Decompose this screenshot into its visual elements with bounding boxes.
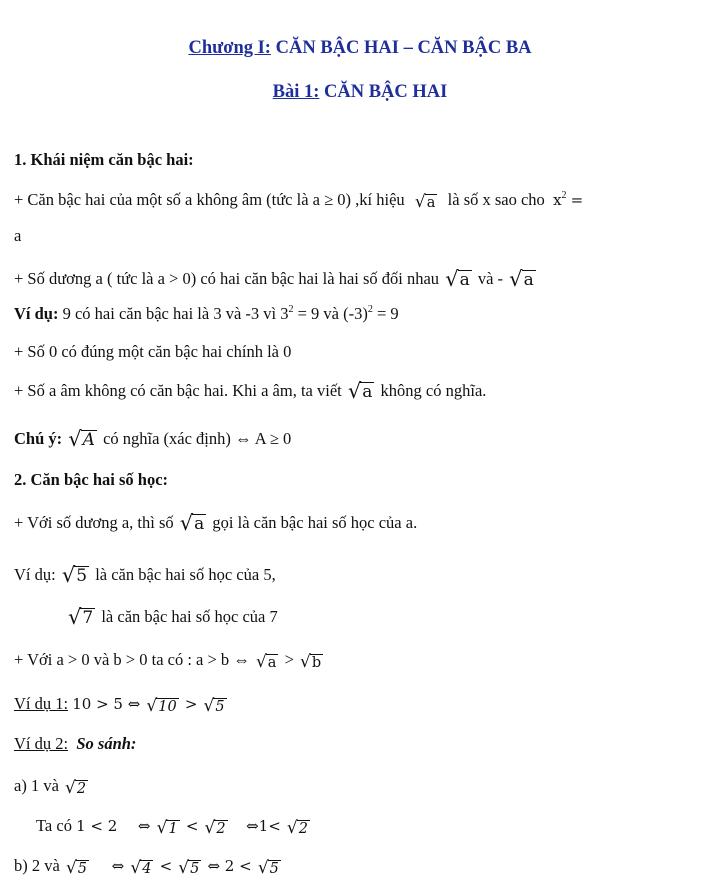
sqrt-5: √ 5: [61, 563, 88, 587]
zero-line: + Số 0 có đúng một căn bậc hai chính là 0: [14, 342, 292, 361]
section2-heading: 2. Căn bậc hai số học:: [14, 470, 169, 489]
sqrt-a: √ a: [414, 192, 436, 212]
sqrt-4: √ 4: [130, 858, 152, 878]
note-line: Chú ý: √ A có nghĩa (xác định) ⇔ A ≥ 0: [14, 427, 292, 451]
negative-line: + Số a âm không có căn bậc hai. Khi a âm, ta viết √ a không có nghĩa.: [14, 379, 487, 403]
sqrt-b: √ b: [300, 652, 322, 672]
arith-root-line: + Với số dương a, thì số √ a gọi là căn bậc hai số học của a.: [14, 511, 418, 535]
chapter-title: Chương I: CĂN BẬC HAI – CĂN BẬC BA: [188, 38, 532, 58]
sqrt-a: √ a: [347, 379, 373, 403]
positive-line: + Số dương a ( tức là a > 0) có hai căn bậc hai là hai số đối nhau √ a và - √ a: [14, 267, 534, 291]
compare-rule: + Với a > 0 và b > 0 ta có : a > b ⇔ √ a > √ b: [14, 650, 322, 672]
sqrt-5: √ 5: [257, 858, 279, 878]
definition-wrap: a: [14, 226, 22, 245]
part-a-proof: Ta có 1 < 2 ⇔ √ 1 < √ 2 ⇔1< √ 2: [36, 816, 308, 838]
part-a: a) 1 và √ 2: [14, 776, 87, 798]
sqrt-2: √ 2: [65, 778, 87, 798]
part-b: b) 2 và √ 5 ⇔ √ 4 < √ 5 ⇔ 2 < √ 5: [14, 856, 279, 878]
sqrt-a: √ a: [179, 511, 205, 535]
section1-heading: 1. Khái niệm căn bậc hai:: [14, 150, 194, 169]
sqrt-2: √ 2: [204, 818, 226, 838]
sqrt-1: √ 1: [156, 818, 178, 838]
sqrt-5: √ 5: [65, 858, 88, 878]
definition-line: + Căn bậc hai của một số a không âm (tức là a ≥ 0) ,kí hiệu √ a là số x sao cho $x^2$ =: [14, 190, 584, 212]
sqrt-2: √ 2: [286, 818, 308, 838]
example-line: Ví dụ: 9 có hai căn bậc hai là 3 và -3 vì $3^2 = 9$ và $(-3)^2 = 9$: [14, 304, 399, 323]
sqrt-A: √ A: [68, 427, 95, 451]
lesson-title: Bài 1: CĂN BẬC HAI: [272, 82, 448, 102]
sqrt-a-neg: √ a: [509, 267, 534, 291]
sqrt-a: √ a: [255, 652, 277, 672]
sqrt-7: √ 7: [68, 605, 94, 629]
sqrt-5: √ 5: [203, 696, 225, 716]
example-2: Ví dụ 2: So sánh:: [14, 734, 137, 753]
sqrt-10: √ 10: [146, 696, 177, 716]
sqrt-5: √ 5: [178, 858, 200, 878]
example-sqrt7: √ 7 là căn bậc hai số học của 7: [68, 605, 278, 629]
sqrt-a: √ a: [445, 267, 470, 291]
example-sqrt5: Ví dụ: √ 5 là căn bậc hai số học của 5,: [14, 563, 276, 587]
example-1: Ví dụ 1: 10 > 5 ⇔ √ 10 > √ 5: [14, 694, 225, 716]
